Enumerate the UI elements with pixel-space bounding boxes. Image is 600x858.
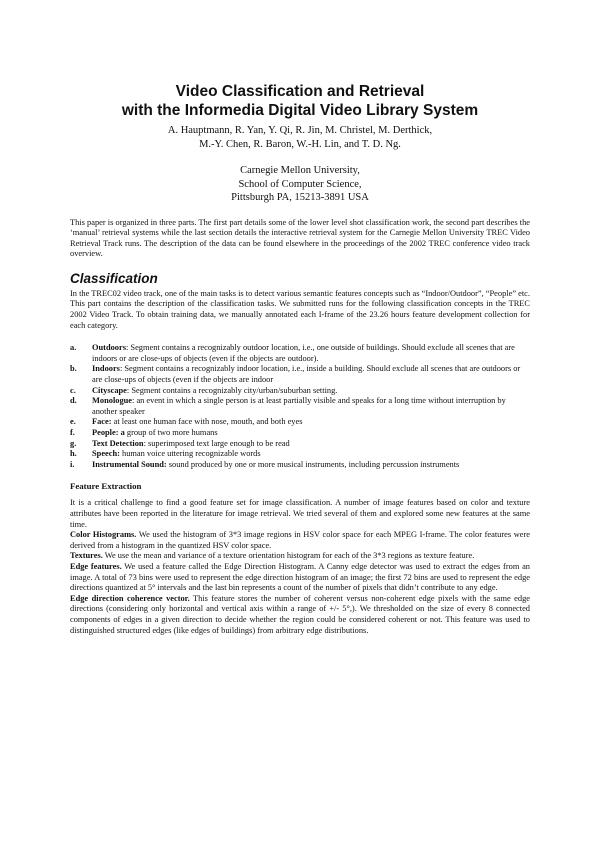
- category-term: Speech:: [92, 449, 120, 459]
- category-letter: f.: [70, 428, 75, 437]
- feature-paragraph: [70, 594, 530, 636]
- section-heading-classification: Classification: [70, 270, 158, 286]
- feature-term: Edge features.: [70, 561, 122, 571]
- category-item: d. Monologue: an event in which a single person is at least partially visible and speaks for a long time without interruption by another speaker: [70, 396, 506, 416]
- category-item: [70, 417, 530, 428]
- category-item: [70, 460, 530, 471]
- category-letter: e.: [70, 417, 76, 427]
- category-term: Monologue: [92, 396, 133, 406]
- feature-paragraph: [70, 551, 530, 562]
- category-term: People: a: [92, 428, 125, 437]
- feature-description: This feature stores the number of coherent versus non-coherent edge pixels with the same edge directions (considering only horizontal and vertical axis within a range of +/- 5°,). We thresholded on the size of every 8 connected components of edges in a given direction to decide whether the region could be considered coherent or not. This feature was used to distinguished structured edges (like edges of buildings) from arbitrary edge distributions.: [70, 593, 530, 635]
- category-description: Segment contains a recognizably outdoor location, i.e., one outside of buildings. Should exclude all scenes that are indoors or are close-ups of objects (even if the objects are outdoor).: [92, 343, 515, 363]
- category-item: [70, 449, 530, 460]
- category-term: Outdoors: [92, 343, 126, 353]
- category-term: Cityscape: [92, 385, 127, 395]
- category-letter: a.: [70, 343, 77, 353]
- category-term: Indoors: [92, 364, 120, 374]
- category-letter: d.: [70, 396, 77, 406]
- feature-paragraph: [70, 562, 530, 594]
- category-term: Instrumental Sound:: [92, 459, 167, 469]
- feature-description: We used the histogram of 3*3 image regions in HSV color space for each MPEG I-frame. The color features were derived from a histogram in the quantized HSV color space.: [70, 530, 530, 550]
- authors-line-2: M.-Y. Chen, R. Baron, W.-H. Lin, and T. D. Ng.: [199, 138, 401, 150]
- category-term: Text Detection: [92, 438, 144, 448]
- affiliation: [70, 164, 530, 205]
- category-letter: b.: [70, 364, 77, 374]
- paper-title: [70, 82, 530, 120]
- affiliation-line-3: Pittsburgh PA, 15213-3891 USA: [231, 192, 369, 203]
- author-list: [70, 124, 530, 151]
- feature-description: We used a feature called the Edge Direction Histogram. A Canny edge detector was used to extract the edges from an image. A total of 73 bins were used to represent the edge direction histogram of an image; the first 72 bins are used to represent the edge directions quantized at 5° intervals and the last bin represents a count of the number of pixels that didn’t contribute to any edge.: [70, 561, 530, 593]
- category-letter: i.: [70, 459, 75, 469]
- intro-paragraph: This paper is organized in three parts. The first part details some of the lower level shot classification work, the second part describes the ‘manual’ retrieval systems while the last section details the interactive retrieval system for the Carnegie Mellon University TREC Video Retrieval Track runs. The description of the data can be found elsewhere in the proceedings of the 2002 TREC conference video track overview.: [70, 217, 530, 259]
- category-description: at least one human face with nose, mouth, and both eyes: [111, 417, 303, 427]
- category-letter: h.: [70, 449, 77, 459]
- category-letter: g.: [70, 438, 77, 448]
- category-item: c. Cityscape: Segment contains a recognizably city/urban/suburban setting.: [70, 385, 338, 395]
- feature-term: Edge direction coherence vector.: [70, 593, 190, 603]
- feature-term: Textures.: [70, 551, 103, 561]
- category-description: sound produced by one or more musical instruments, including percussion instruments: [166, 459, 460, 469]
- category-description: Segment contains a recognizably indoor location, i.e., inside a building. Should exclude all scenes that are outdoors or are close-ups of objects (even if the objects are indoor: [92, 364, 521, 385]
- affiliation-line-1: Carnegie Mellon University,: [240, 165, 360, 176]
- feature-paragraph: [70, 530, 530, 551]
- category-description: superimposed text large enough to be read: [145, 438, 290, 448]
- category-item: [70, 428, 530, 439]
- title-line-1: Video Classification and Retrieval: [175, 83, 425, 100]
- authors-line-1: A. Hauptmann, R. Yan, Y. Qi, R. Jin, M. Christel, M. Derthick,: [167, 125, 433, 136]
- category-list: [70, 343, 530, 470]
- category-item: a. Outdoors: Segment contains a recognizably outdoor location, i.e., one outside of buildings. Should exclude all scenes that are indoors or are close-ups of objects (even if the objects are outdoor).: [70, 343, 515, 363]
- paper-page: [0, 82, 600, 858]
- category-item: b. Indoors: Segment contains a recognizably indoor location, i.e., inside a building. Should exclude all scenes that are outdoors or are close-ups of objects (even if the objects are indoor: [70, 364, 521, 385]
- category-letter: c.: [70, 385, 76, 395]
- feature-description: We use the mean and variance of a texture orientation histogram for each of the 3*3 regions as texture feature.: [102, 551, 475, 561]
- category-description: human voice uttering recognizable words: [119, 449, 261, 459]
- title-line-2: with the Informedia Digital Video Library System: [121, 102, 479, 119]
- category-item: g. Text Detection: superimposed text large enough to be read: [70, 438, 290, 448]
- feature-term: Color Histograms.: [70, 530, 137, 540]
- category-description: group of two more humans: [124, 428, 218, 437]
- category-description: Segment contains a recognizably city/urban/suburban setting.: [129, 385, 338, 395]
- category-description: an event in which a single person is at least partially visible and speaks for a long time without interruption by another speaker: [92, 396, 506, 416]
- affiliation-line-2: School of Computer Science,: [238, 178, 362, 190]
- category-term: Face:: [92, 417, 112, 427]
- subsection-heading-feature-extraction: Feature Extraction: [70, 481, 142, 492]
- classification-paragraph: In the TREC02 video track, one of the main tasks is to detect various semantic features concepts such as “Indoor/Outdoor”, “People” etc. This part contains the description of the classification tasks. We submitted runs for the following classification concepts in the TREC 2002 Video Track. To obtain training data, we manually annotated each I-frame of the 23.26 hours feature development collection for each category.: [70, 288, 530, 330]
- feature-extraction-intro: It is a critical challenge to find a good feature set for image classification. A number of image features based on color and texture attributes have been reported in the literature for image retrieval. We tried several of them and explored some new features at the same time.: [70, 498, 530, 529]
